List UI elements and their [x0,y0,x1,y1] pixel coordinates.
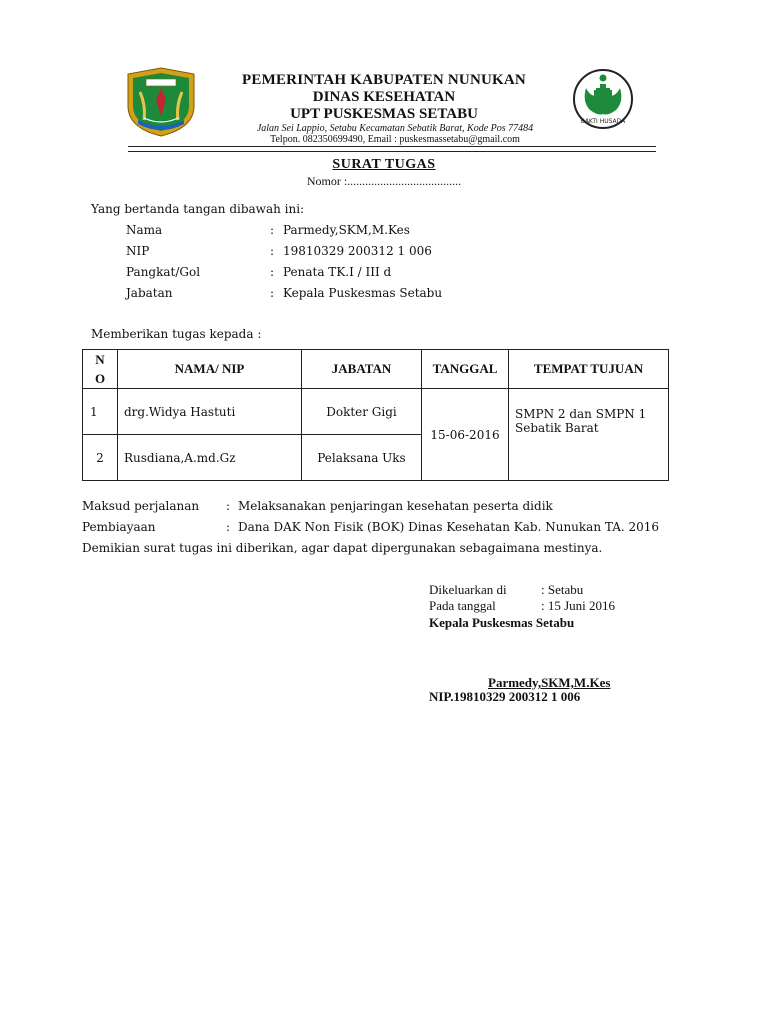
issued-date-label: Pada tanggal [429,598,496,613]
table-row [83,389,669,435]
kabupaten-nunukan-logo [124,66,198,138]
detail-value-pembiayaan: Dana DAK Non Fisik (BOK) Dinas Kesehatan Kab. Nunukan TA. 2016 [238,520,660,534]
row-tanggal: 15-06-2016 [422,389,509,481]
field-colon: : [270,286,275,300]
detail-label-maksud: Maksud perjalanan [82,499,200,513]
header-no-top: N [95,352,105,367]
row-no: 1 [83,389,118,435]
field-label-nama: Nama [126,223,163,237]
detail-colon: : [226,520,231,534]
letterhead-line1: PEMERINTAH KABUPATEN NUNUKAN [242,72,526,88]
assignment-table [82,349,669,481]
detail-value-maksud: Melaksanakan penjaringan kesehatan peserta didik [238,499,553,513]
field-colon: : [270,244,275,258]
row-jabatan: Pelaksana Uks [302,435,422,481]
assign-intro-text: Memberikan tugas kepada : [91,327,262,341]
bakti-husada-logo [572,66,634,132]
document-number: Nomor :...................................... [306,174,462,188]
header-tempat: TEMPAT TUJUAN [509,350,669,389]
header-nama: NAMA/ NIP [118,350,302,389]
table-header-row [83,350,669,389]
signer-nip: NIP.19810329 200312 1 006 [429,689,581,704]
field-label-jabatan: Jabatan [126,286,173,300]
bakti-husada-logo-text: BAKTI HUSADA [580,118,626,125]
tempat-line1: SMPN 2 dan SMPN 1 [515,407,647,421]
field-value-jabatan: Kepala Puskesmas Setabu [283,286,443,300]
detail-colon: : [226,499,231,513]
signer-name: Parmedy,SKM,M.Kes [488,675,611,690]
detail-label-pembiayaan: Pembiayaan [82,520,156,534]
field-value-nama: Parmedy,SKM,M.Kes [283,223,410,237]
tempat-line2: Sebatik Barat [515,421,599,435]
document-title: SURAT TUGAS [332,157,436,172]
header-no [83,350,118,389]
row-tempat [509,389,669,481]
field-label-nip: NIP [126,244,150,258]
field-colon: : [270,223,275,237]
intro-text: Yang bertanda tangan dibawah ini: [91,202,305,216]
field-value-nip: 19810329 200312 1 006 [283,244,432,258]
letterhead-contact: Telpon. 082350699490, Email : puskesmassetabu@gmail.com [270,134,520,145]
header-jabatan: JABATAN [302,350,422,389]
field-colon: : [270,265,275,279]
closing-text: Demikian surat tugas ini diberikan, agar dapat dipergunakan sebagaimana mestinya. [82,541,603,555]
header-tanggal: TANGGAL [422,350,509,389]
letterhead-rule-top [128,146,656,147]
row-nama: Rusdiana,A.md.Gz [118,435,302,481]
header-no-bottom: O [94,371,106,386]
row-nama: drg.Widya Hastuti [118,389,302,435]
letterhead-rule-bottom [128,151,656,152]
field-value-pangkat: Penata TK.I / III d [283,265,392,279]
letterhead-line3: UPT PUSKESMAS SETABU [290,106,478,122]
row-jabatan: Dokter Gigi [302,389,422,435]
field-label-pangkat: Pangkat/Gol [126,265,201,279]
letterhead-line2: DINAS KESEHATAN [312,89,456,105]
letterhead-address: Jalan Sei Lappio, Setabu Kecamatan Sebatik Barat, Kode Pos 77484 [256,123,534,134]
issued-place-label: Dikeluarkan di [429,582,507,597]
issued-position: Kepala Puskesmas Setabu [429,615,575,630]
issued-date-value: : 15 Juni 2016 [541,598,616,613]
issued-place-value: : Setabu [541,582,584,597]
row-no: 2 [83,435,118,481]
